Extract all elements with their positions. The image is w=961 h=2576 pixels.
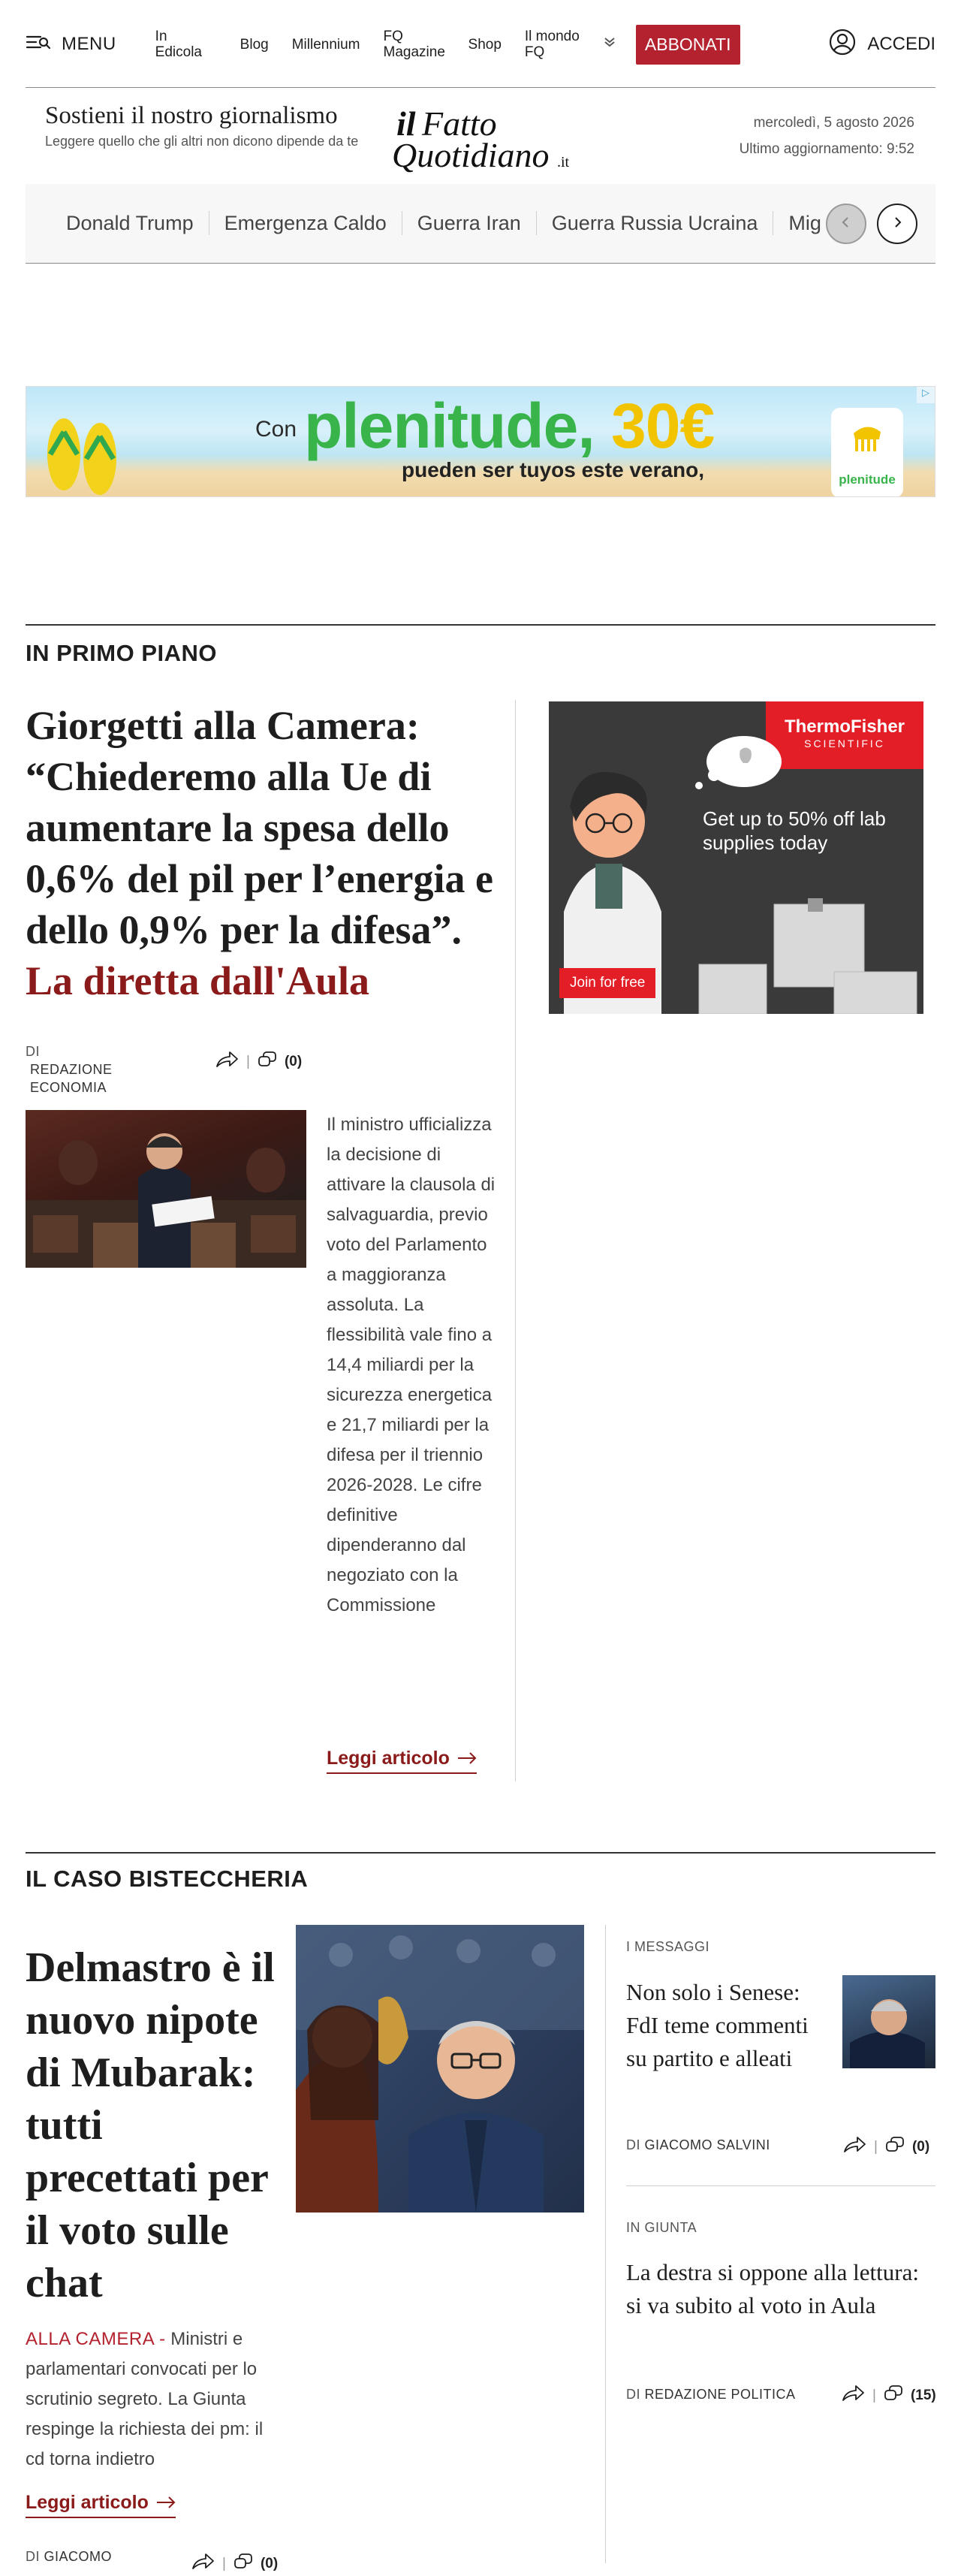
current-date: mercoledì, 5 agosto 2026 [753,115,914,131]
topics-bar [26,184,935,264]
main-summary: Il ministro ufficializza la decisione di attivare la clausola di salvaguardia, previo voto del Parlamento a maggioranza assoluta. La flessibilità vale fino a 14,4 miliardi per la sicurezza energetica e 21,7 miliardi per la difesa per il triennio 2026-2028. Le cifre definitive dipenderanno dal negoziato con la Commissione [327,1115,496,1615]
actions-separator: | [222,2556,226,2571]
headline-text: Giorgetti alla Camera: “Chiederemo alla Ue di aumentare la spesa dello 0,6% del pil per l’energia e dello 0,9% per la difesa”. [26,703,493,952]
byline-author[interactable]: GIACOMO [44,2549,113,2564]
comments-count[interactable]: (0) [284,1054,303,1069]
banner-brand [304,390,714,463]
bistecca-byline [26,2549,112,2565]
thermofisher-brand: ThermoFisher [784,716,905,737]
arrow-right-icon [457,1748,477,1769]
byline-prefix: DI [26,1044,40,1059]
thermofisher-sub: SCIENTIFIC [804,738,885,750]
badge-label: plenitude [839,472,896,487]
parliament-photo [26,1110,306,1268]
topic-guerra-iran[interactable]: Guerra Iran [417,211,537,235]
chevron-right-icon [890,216,904,233]
side1-byline [626,2137,770,2153]
share-icon[interactable] [215,1050,239,1074]
giorgetti-photo[interactable] [26,1110,306,1268]
svg-text:.it: .it [557,154,570,170]
bistecca-headline[interactable]: Delmastro è il nuovo nipote di Mubarak: tutti precettati per il voto sulle chat [26,1944,275,2306]
svg-text:il: il [396,104,416,143]
headline-live-link[interactable]: La diretta dall'Aula [26,958,370,1003]
side1-title[interactable]: Non solo i Senese: FdI teme commenti su partito e alleati [626,1979,809,2071]
actions-separator: | [874,2139,878,2155]
read-more-link[interactable] [327,1748,477,1774]
comments-icon[interactable] [885,2136,905,2158]
support-subtitle: Leggere quello che gli altri non dicono dipende da te [45,134,359,149]
byline-author[interactable]: REDAZIONE POLITICA [644,2387,796,2402]
lead-kicker: ALLA CAMERA - [26,2329,166,2349]
side1-actions [842,2135,929,2159]
nav-link-blog[interactable]: Blog [239,36,269,53]
share-icon[interactable] [191,2552,215,2576]
thermofisher-ad[interactable] [549,701,923,1014]
bistecca-actions [191,2552,278,2576]
side-divider [626,2185,935,2186]
nav-links [155,29,610,60]
column-divider [605,1925,606,2563]
nav-link-shop[interactable]: Shop [468,36,502,53]
support-title[interactable]: Sostieni il nostro giornalismo [45,102,338,129]
side2-title[interactable]: La destra si oppone alla lettura: si va subito al voto in Aula [626,2259,919,2318]
topics-list [66,184,821,262]
bistecca-lead [26,2324,281,2475]
side2-actions [841,2384,936,2408]
banner-brand-name: plenitude, [304,391,595,461]
nav-link-millennium[interactable]: Millennium [291,36,360,53]
topic-emergenza-caldo[interactable]: Emergenza Caldo [224,211,402,235]
read-more-link-2[interactable] [26,2492,176,2518]
topic-migranti[interactable]: Mig [788,212,821,234]
plenitude-badge [831,408,903,497]
banner-amount: 30€ [611,391,715,461]
nav-link-fq-magazine[interactable]: FQ Magazine [383,29,445,60]
topics-next-button[interactable] [877,204,917,244]
actions-separator: | [246,1054,250,1069]
login-label: ACCEDI [867,34,935,54]
logo-mark [390,98,578,173]
banner-tagline: pueden ser tuyos este verano, [402,458,705,481]
site-logo[interactable] [390,98,578,173]
side1-thumbnail[interactable] [842,1975,935,2068]
hamburger-search-icon [26,33,51,56]
arrow-right-icon [156,2492,176,2514]
join-free-button[interactable]: Join for free [559,968,655,998]
section-title-primo-piano[interactable]: IN PRIMO PIANO [26,640,218,666]
double-chevron-down-icon[interactable] [602,35,617,54]
nav-link-in-edicola[interactable]: In Edicola [155,29,202,60]
main-article-actions [215,1050,302,1074]
flip-flops-image [41,409,124,497]
menu-label: MENU [62,34,116,54]
topic-donald-trump[interactable]: Donald Trump [66,211,209,235]
menu-button[interactable] [26,33,116,56]
side2-kicker[interactable]: IN GIUNTA [626,2220,697,2235]
banner-ad[interactable] [26,386,935,497]
nav-link-mondo-fq[interactable]: Il mondo FQ [524,29,580,60]
ad-promo-text: Get up to 50% off lab supplies today [703,807,886,854]
side1-photo [842,1975,935,2068]
divider [26,87,935,88]
read-more-label: Leggi articolo [26,2492,149,2513]
comments-icon[interactable] [233,2553,253,2575]
main-byline [26,1042,146,1096]
section-divider [26,624,935,626]
svg-text:Quotidiano: Quotidiano [392,136,550,173]
section-divider [26,1852,935,1854]
delmastro-photo[interactable] [296,1925,584,2213]
chevron-left-icon [839,216,853,233]
comments-count[interactable]: (0) [911,2139,930,2155]
lead-text: Ministri e parlamentari convocati per lo scrutinio segreto. La Giunta respinge la richiesta dei pm: il cd torna indietro [26,2329,264,2469]
share-icon[interactable] [842,2135,866,2159]
login-button[interactable] [828,28,935,62]
topic-guerra-russia-ucraina[interactable]: Guerra Russia Ucraina [552,211,774,235]
svg-text:Fatto: Fatto [422,104,497,143]
side2-byline [626,2387,796,2403]
byline-author[interactable]: GIACOMO SALVINI [644,2137,770,2152]
comments-count[interactable]: (0) [260,2556,279,2571]
main-headline[interactable] [26,700,506,1006]
read-more-label: Leggi articolo [327,1748,450,1769]
byline-prefix: DI [626,2387,640,2402]
share-icon[interactable] [841,2384,865,2408]
top-navigation [26,23,935,66]
comments-icon[interactable] [884,2384,903,2407]
ad-choices-icon[interactable]: ▷ [917,387,935,403]
actions-separator: | [872,2387,876,2403]
side1-kicker[interactable]: I MESSAGGI [626,1939,710,1954]
topics-prev-button[interactable] [826,204,866,244]
delmastro-image [296,1925,584,2213]
last-update: Ultimo aggiornamento: 9:52 [739,141,914,157]
six-legged-dog-icon [849,418,885,456]
user-icon [828,28,857,62]
comments-icon[interactable] [258,1051,277,1073]
byline-author[interactable]: REDAZIONE ECONOMIA [30,1062,113,1095]
comments-count[interactable]: (15) [910,2387,936,2403]
column-divider [515,700,516,1781]
subscribe-button[interactable]: ABBONATI [636,25,740,65]
banner-prefix: Con [255,417,297,442]
byline-prefix: DI [626,2137,640,2152]
section-title-bistecca[interactable]: IL CASO BISTECCHERIA [26,1866,309,1892]
byline-prefix: DI [26,2549,40,2564]
